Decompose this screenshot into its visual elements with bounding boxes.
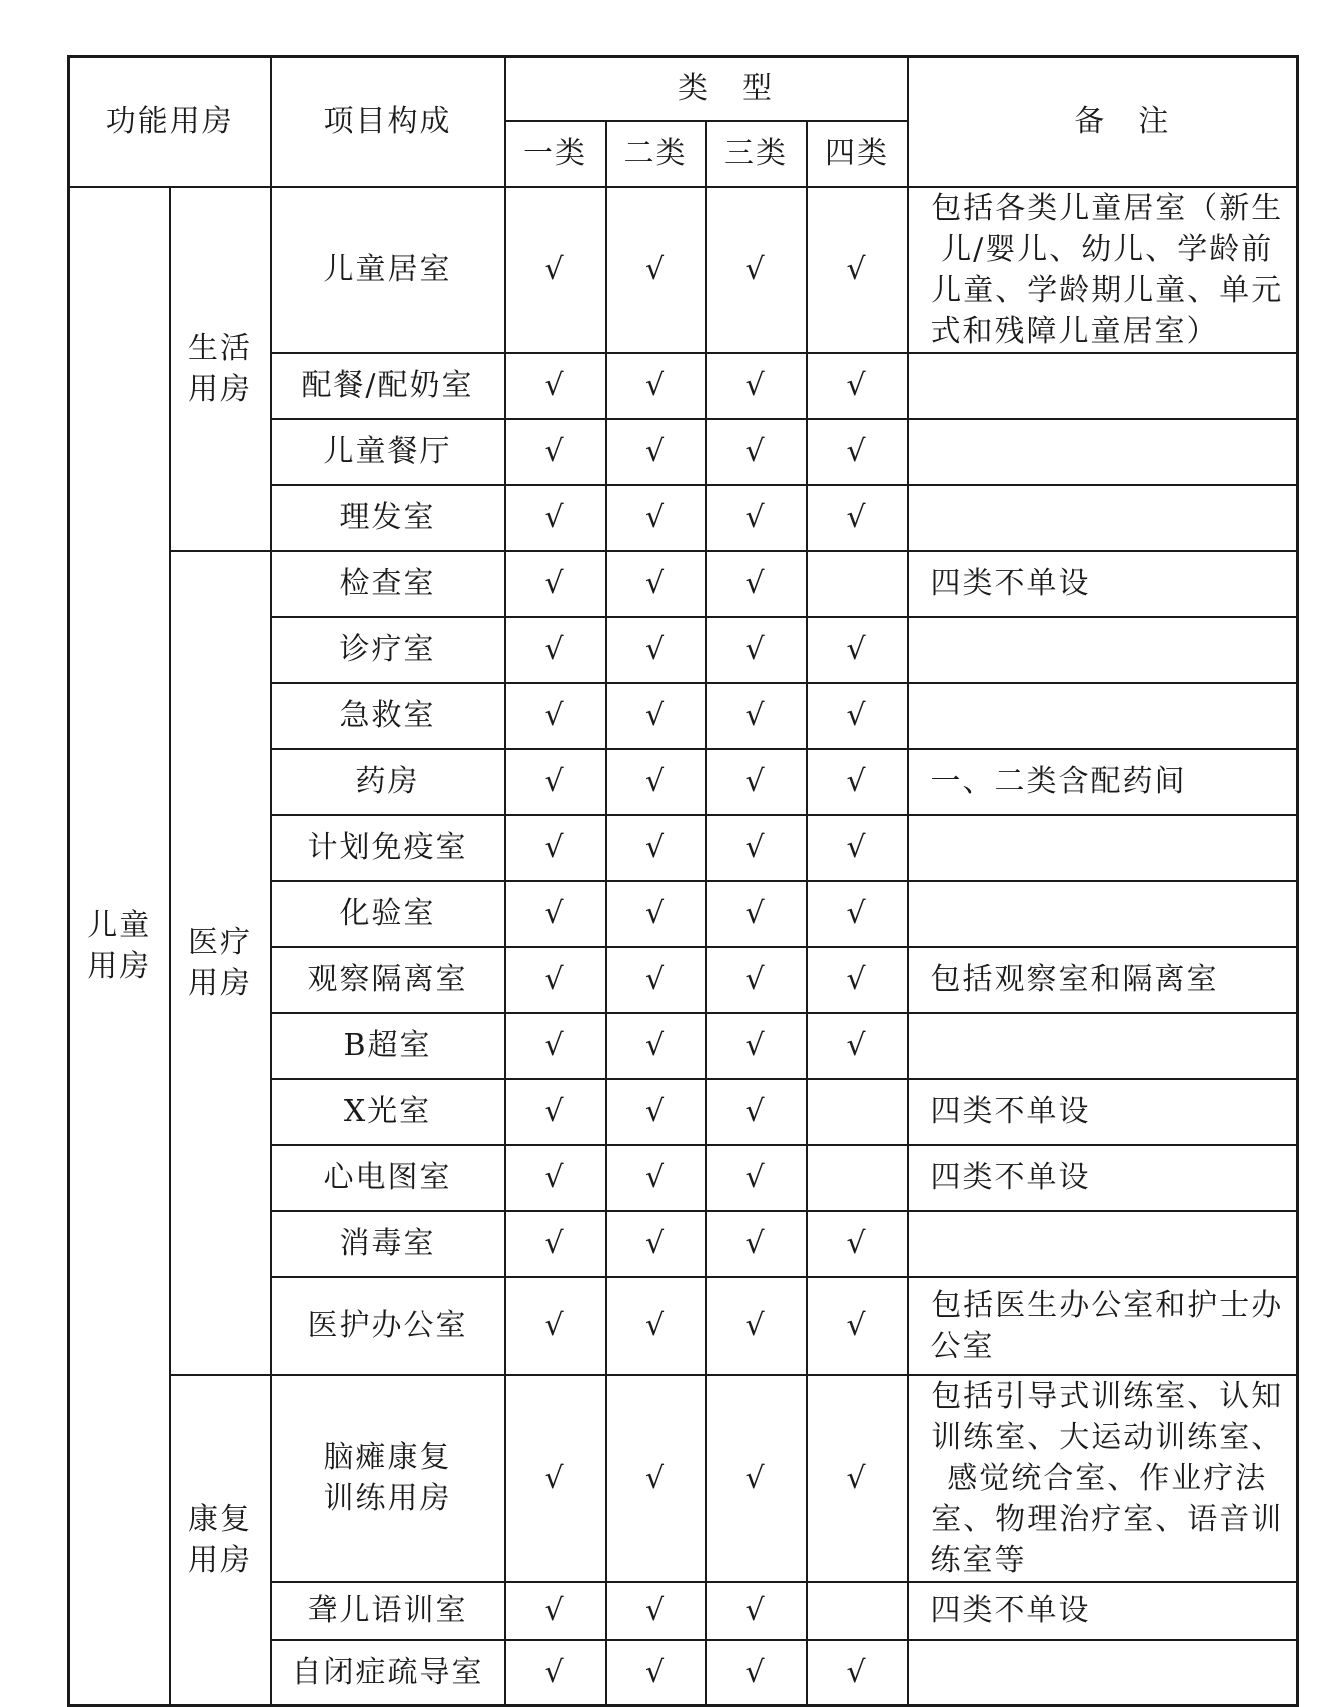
note-cell (908, 353, 1298, 419)
check-mark-icon: √ (644, 566, 667, 601)
note-cell: 一、二类含配药间 (908, 749, 1298, 815)
check-cell (606, 1640, 706, 1706)
check-mark-icon: √ (846, 632, 868, 667)
check-cell (505, 485, 606, 551)
check-cell (706, 1277, 807, 1375)
check-mark-icon: √ (644, 1094, 667, 1129)
check-mark-icon: √ (846, 1028, 868, 1063)
check-mark-icon: √ (544, 252, 566, 287)
check-cell (706, 1013, 807, 1079)
note-cell (908, 1013, 1298, 1079)
check-mark-icon: √ (544, 698, 566, 733)
group-cell: 生活 用房 (170, 187, 271, 551)
check-mark-icon: √ (544, 566, 566, 601)
item-cell: 观察隔离室 (271, 947, 505, 1013)
check-mark-icon: √ (644, 1460, 667, 1496)
check-cell (606, 1582, 706, 1640)
check-cell (706, 1375, 807, 1582)
check-cell (807, 881, 908, 947)
check-mark-icon: √ (544, 962, 566, 997)
check-cell (807, 815, 908, 881)
check-mark-icon: √ (846, 962, 868, 997)
check-mark-icon: √ (644, 1160, 667, 1195)
check-mark-icon: √ (544, 830, 566, 865)
check-cell (505, 1582, 606, 1640)
item-cell: 化验室 (271, 881, 505, 947)
check-cell (706, 617, 807, 683)
item-cell: 配餐/配奶室 (271, 353, 505, 419)
check-cell (505, 1640, 606, 1706)
check-mark-icon: √ (544, 1593, 566, 1628)
check-mark-icon: √ (745, 632, 767, 667)
check-cell (606, 187, 706, 353)
check-mark-icon: √ (644, 500, 667, 535)
item-cell: 药房 (271, 749, 505, 815)
check-cell (706, 187, 807, 353)
header-type-3: 三类 (706, 121, 807, 187)
check-cell (807, 419, 908, 485)
check-cell (807, 749, 908, 815)
check-mark-icon: √ (846, 434, 868, 469)
note-cell: 四类不单设 (908, 1145, 1298, 1211)
item-cell: 医护办公室 (271, 1277, 505, 1375)
item-cell: 儿童餐厅 (271, 419, 505, 485)
group-cell: 医疗 用房 (170, 551, 271, 1375)
check-cell (606, 947, 706, 1013)
note-cell: 四类不单设 (908, 551, 1298, 617)
check-cell (505, 683, 606, 749)
check-cell (606, 617, 706, 683)
table-header (69, 57, 1298, 187)
note-cell (908, 683, 1298, 749)
check-cell (706, 815, 807, 881)
check-mark-icon: √ (745, 1654, 767, 1690)
check-mark-icon: √ (644, 1308, 667, 1343)
check-cell (706, 353, 807, 419)
item-cell: 理发室 (271, 485, 505, 551)
note-cell (908, 815, 1298, 881)
check-cell (807, 1079, 908, 1145)
check-cell (807, 1211, 908, 1277)
check-mark-icon: √ (846, 1226, 868, 1261)
item-cell: 脑瘫康复 训练用房 (271, 1375, 505, 1582)
check-mark-icon: √ (544, 1028, 566, 1063)
check-mark-icon: √ (745, 830, 767, 865)
check-mark-icon: √ (745, 566, 767, 601)
item-cell: 儿童居室 (271, 187, 505, 353)
check-mark-icon: √ (544, 1094, 566, 1129)
check-mark-icon: √ (745, 1593, 767, 1628)
check-cell (706, 683, 807, 749)
check-cell (706, 881, 807, 947)
check-cell (706, 485, 807, 551)
top-group-cell: 儿童 用房 (69, 187, 170, 1706)
check-cell (706, 1145, 807, 1211)
note-cell (908, 881, 1298, 947)
check-cell (807, 683, 908, 749)
check-mark-icon: √ (745, 962, 767, 997)
facility-rooms-table (67, 55, 1299, 1707)
item-cell: B超室 (271, 1013, 505, 1079)
check-cell (606, 815, 706, 881)
item-cell: 聋儿语训室 (271, 1582, 505, 1640)
check-mark-icon: √ (544, 1160, 566, 1195)
header-type (505, 57, 908, 121)
check-mark-icon: √ (544, 764, 566, 799)
check-mark-icon: √ (846, 1654, 868, 1690)
check-cell (505, 1013, 606, 1079)
check-mark-icon: √ (846, 1308, 868, 1343)
check-mark-icon: √ (644, 434, 667, 469)
check-cell (807, 551, 908, 617)
note-cell: 四类不单设 (908, 1079, 1298, 1145)
table-body (69, 187, 1298, 1706)
item-cell: 检查室 (271, 551, 505, 617)
item-cell: 诊疗室 (271, 617, 505, 683)
check-mark-icon: √ (745, 698, 767, 733)
check-mark-icon: √ (846, 764, 868, 799)
check-cell (505, 551, 606, 617)
check-cell (706, 1582, 807, 1640)
check-cell (505, 1375, 606, 1582)
check-cell (606, 1013, 706, 1079)
check-cell (807, 1013, 908, 1079)
check-cell (706, 1079, 807, 1145)
note-cell: 包括观察室和隔离室 (908, 947, 1298, 1013)
check-cell (505, 1079, 606, 1145)
check-cell (606, 419, 706, 485)
check-mark-icon: √ (745, 1460, 767, 1496)
check-cell (606, 485, 706, 551)
check-cell (807, 1582, 908, 1640)
check-cell (505, 1145, 606, 1211)
check-cell (505, 187, 606, 353)
check-mark-icon: √ (544, 1226, 566, 1261)
check-mark-icon: √ (644, 830, 667, 865)
table-row (69, 1375, 1298, 1582)
check-mark-icon: √ (846, 500, 868, 535)
check-mark-icon: √ (644, 962, 667, 997)
check-cell (505, 353, 606, 419)
check-mark-icon: √ (544, 632, 566, 667)
check-mark-icon: √ (544, 368, 566, 403)
check-mark-icon: √ (846, 830, 868, 865)
check-mark-icon: √ (544, 434, 566, 469)
check-cell (505, 419, 606, 485)
check-mark-icon: √ (745, 368, 767, 403)
check-mark-icon: √ (745, 1308, 767, 1343)
check-cell (706, 947, 807, 1013)
check-mark-icon: √ (745, 252, 767, 287)
check-mark-icon: √ (644, 368, 667, 403)
check-cell (606, 353, 706, 419)
check-cell (807, 947, 908, 1013)
check-mark-icon: √ (846, 1460, 868, 1496)
check-mark-icon: √ (644, 1593, 667, 1628)
check-cell (505, 1277, 606, 1375)
note-cell: 包括各类儿童居室（新生儿/婴儿、幼儿、学龄前儿童、学龄期儿童、单元式和残障儿童居室） (908, 187, 1298, 353)
item-cell: 计划免疫室 (271, 815, 505, 881)
header-function: 功能用房 (69, 57, 271, 187)
check-mark-icon: √ (544, 500, 566, 535)
header-type-4: 四类 (807, 121, 908, 187)
check-cell (606, 749, 706, 815)
check-mark-icon: √ (544, 1308, 566, 1343)
item-cell: X光室 (271, 1079, 505, 1145)
check-cell (807, 353, 908, 419)
check-mark-icon: √ (644, 698, 667, 733)
check-mark-icon: √ (745, 1028, 767, 1063)
check-cell (706, 551, 807, 617)
check-cell (807, 1375, 908, 1582)
check-mark-icon: √ (544, 1654, 566, 1690)
check-mark-icon: √ (544, 1460, 566, 1496)
check-cell (505, 881, 606, 947)
note-cell (908, 1211, 1298, 1277)
check-cell (505, 749, 606, 815)
check-mark-icon: √ (846, 368, 868, 403)
check-mark-icon: √ (846, 252, 868, 287)
check-cell (606, 1145, 706, 1211)
check-cell (606, 881, 706, 947)
check-cell (606, 1079, 706, 1145)
check-cell (505, 815, 606, 881)
check-cell (606, 683, 706, 749)
item-cell: 急救室 (271, 683, 505, 749)
check-cell (606, 1277, 706, 1375)
note-cell (908, 1640, 1298, 1706)
check-cell (807, 485, 908, 551)
check-cell (807, 617, 908, 683)
check-cell (807, 1277, 908, 1375)
item-cell: 消毒室 (271, 1211, 505, 1277)
check-mark-icon: √ (644, 1226, 667, 1261)
check-mark-icon: √ (644, 1028, 667, 1063)
check-cell (505, 947, 606, 1013)
check-mark-icon: √ (644, 632, 667, 667)
check-mark-icon: √ (745, 764, 767, 799)
header-type-1: 一类 (505, 121, 606, 187)
check-cell (505, 617, 606, 683)
check-cell (706, 1211, 807, 1277)
check-mark-icon: √ (745, 1226, 767, 1261)
table-row (69, 187, 1298, 353)
check-mark-icon: √ (846, 698, 868, 733)
check-mark-icon: √ (745, 434, 767, 469)
item-cell: 自闭症疏导室 (271, 1640, 505, 1706)
check-cell (505, 1211, 606, 1277)
group-cell: 康复 用房 (170, 1375, 271, 1706)
note-cell: 四类不单设 (908, 1582, 1298, 1640)
header-type-2: 二类 (606, 121, 706, 187)
check-mark-icon: √ (745, 500, 767, 535)
check-cell (706, 749, 807, 815)
check-mark-icon: √ (745, 896, 767, 931)
check-cell (706, 1640, 807, 1706)
check-cell (807, 1640, 908, 1706)
note-cell: 包括医生办公室和护士办公室 (908, 1277, 1298, 1375)
check-mark-icon: √ (644, 896, 667, 931)
check-mark-icon: √ (745, 1160, 767, 1195)
check-mark-icon: √ (846, 896, 868, 931)
header-notes (908, 57, 1298, 187)
note-cell (908, 419, 1298, 485)
note-cell: 包括引导式训练室、认知训练室、大运动训练室、感觉统合室、作业疗法室、物理治疗室、语音训练室等 (908, 1375, 1298, 1582)
item-cell: 心电图室 (271, 1145, 505, 1211)
check-cell (807, 1145, 908, 1211)
note-cell (908, 485, 1298, 551)
check-cell (606, 551, 706, 617)
check-mark-icon: √ (745, 1094, 767, 1129)
check-cell (606, 1211, 706, 1277)
header-items: 项目构成 (271, 57, 505, 187)
header-type-label: 类 型 (678, 71, 774, 107)
check-mark-icon: √ (644, 1654, 667, 1690)
check-mark-icon: √ (644, 764, 667, 799)
check-cell (706, 419, 807, 485)
check-cell (606, 1375, 706, 1582)
check-mark-icon: √ (544, 896, 566, 931)
check-mark-icon: √ (644, 252, 667, 287)
header-notes-label: 备 注 (1074, 104, 1171, 140)
check-cell (807, 187, 908, 353)
note-cell (908, 617, 1298, 683)
table-row (69, 551, 1298, 617)
